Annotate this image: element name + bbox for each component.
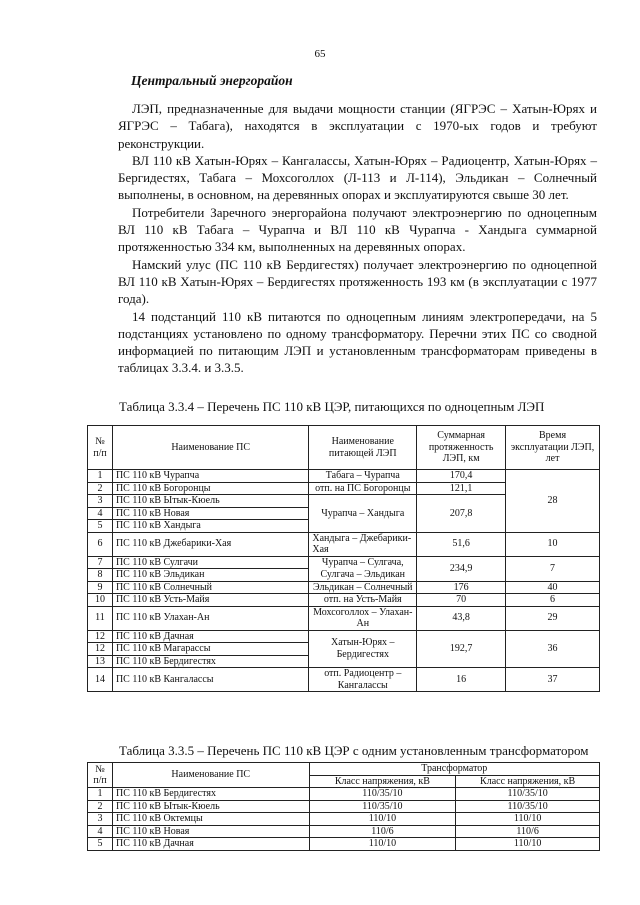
cell-name: ПС 110 кВ Бердигестях [112,655,308,668]
cell-num: 14 [88,668,113,692]
cell-years: 37 [506,668,600,692]
table-row [88,556,600,569]
cell-name: ПС 110 кВ Хандыга [112,520,308,533]
cell-num: 11 [88,606,113,630]
header-name: Наименование ПС [112,426,308,470]
header-num: № п/п [88,426,113,470]
cell-num: 2 [88,482,113,495]
table-row [88,825,600,838]
cell-num: 1 [88,788,113,801]
header-transformer: Трансформатор [309,763,599,776]
header-num: № п/п [88,763,113,788]
cell-voltage: 110/6 [456,825,600,838]
cell-num: 6 [88,532,113,556]
cell-name: ПС 110 кВ Солнечный [112,581,308,594]
table-row [88,788,600,801]
cell-length: 207,8 [417,495,506,533]
cell-name: ПС 110 кВ Ытык-Кюель [112,800,309,813]
cell-name: ПС 110 кВ Дачная [112,838,309,851]
cell-line: Хатын-Юрях – Бердигестях [309,630,417,668]
table-row [88,470,600,483]
cell-num: 4 [88,825,113,838]
cell-name: ПС 110 кВ Богоронцы [112,482,308,495]
cell-voltage: 110/10 [309,813,456,826]
cell-years: 6 [506,594,600,607]
paragraph: Намский улус (ПС 110 кВ Бердигестях) получает электроэнергию по одноцепной ВЛ 110 кВ Хатын-Юрях – Бердигестях протяженность 193 км (в эксплуатации с 1977 года). [118,256,597,307]
table-row [88,594,600,607]
cell-years: 40 [506,581,600,594]
cell-voltage: 110/6 [309,825,456,838]
cell-voltage: 110/35/10 [309,788,456,801]
cell-length: 121,1 [417,482,506,495]
paragraph: ВЛ 110 кВ Хатын-Юрях – Кангалассы, Хатын-Юрях – Радиоцентр, Хатын-Юрях – Бергидестях, Табага – Мохсоголлох (Л-113 и Л-114), Эльдикан – Солнечный выполнены, в основном, на деревянных опорах и эксплуатируются свыше 30 лет. [118,152,597,203]
cell-name: ПС 110 кВ Новая [112,825,309,838]
cell-years: 7 [506,556,600,581]
cell-line: отп. Радиоцентр – Кангалассы [309,668,417,692]
page-number: 65 [314,48,326,60]
cell-name: ПС 110 кВ Магарассы [112,643,308,656]
cell-name: ПС 110 кВ Эльдикан [112,569,308,582]
cell-name: ПС 110 кВ Усть-Майя [112,594,308,607]
cell-line: Хандыга – Джебарики-Хая [309,532,417,556]
cell-years: 10 [506,532,600,556]
cell-length: 176 [417,581,506,594]
cell-voltage: 110/35/10 [456,788,600,801]
cell-voltage: 110/10 [456,838,600,851]
cell-voltage: 110/35/10 [456,800,600,813]
header-name: Наименование ПС [112,763,309,788]
cell-years: 28 [506,470,600,533]
table-substations-single-circuit [87,425,600,692]
cell-name: ПС 110 кВ Бердигестях [112,788,309,801]
cell-name: ПС 110 кВ Октемцы [112,813,309,826]
cell-line: Эльдикан – Солнечный [309,581,417,594]
cell-num: 10 [88,594,113,607]
table-row [88,532,600,556]
cell-voltage: 110/35/10 [309,800,456,813]
cell-line: отп. на Усть-Майя [309,594,417,607]
cell-length: 192,7 [417,630,506,668]
cell-years: 29 [506,606,600,630]
cell-line: Чурапча – Хандыга [309,495,417,533]
cell-years: 36 [506,630,600,668]
cell-voltage: 110/10 [456,813,600,826]
header-length: Суммарная протяженность ЛЭП, км [417,426,506,470]
cell-num: 12 [88,643,113,656]
paragraph: 14 подстанций 110 кВ питаются по одноцепным линиям электропередачи, на 5 подстанциях установлено по одному трансформатору. Перечни этих ПС со сводной информацией по питающим ЛЭП и установленным трансформаторам приведены в таблицах 3.3.4. и 3.3.5. [118,308,597,376]
cell-num: 8 [88,569,113,582]
header-voltage-class: Класс напряжения, кВ [456,775,600,788]
cell-length: 16 [417,668,506,692]
cell-length: 170,4 [417,470,506,483]
cell-length: 43,8 [417,606,506,630]
cell-name: ПС 110 кВ Джебарики-Хая [112,532,308,556]
cell-num: 5 [88,838,113,851]
cell-name: ПС 110 кВ Дачная [112,630,308,643]
cell-name: ПС 110 кВ Улахан-Ан [112,606,308,630]
cell-line: Табага – Чурапча [309,470,417,483]
header-voltage-class: Класс напряжения, кВ [309,775,456,788]
table-row [88,581,600,594]
table-row [88,668,600,692]
cell-line: Чурапча – Сулгача, Сулгача – Эльдикан [309,556,417,581]
header-years: Время эксплуатации ЛЭП, лет [506,426,600,470]
section-heading: Центральный энергорайон [131,73,293,88]
cell-num: 2 [88,800,113,813]
cell-name: ПС 110 кВ Новая [112,507,308,520]
table-row [88,813,600,826]
cell-num: 3 [88,495,113,508]
cell-length: 234,9 [417,556,506,581]
cell-length: 51,6 [417,532,506,556]
cell-name: ПС 110 кВ Сулгачи [112,556,308,569]
cell-num: 3 [88,813,113,826]
header-line: Наименование питающей ЛЭП [309,426,417,470]
cell-line: Мохсоголлох – Улахан-Ан [309,606,417,630]
cell-length: 70 [417,594,506,607]
table-row [88,838,600,851]
cell-voltage: 110/10 [309,838,456,851]
cell-num: 7 [88,556,113,569]
table1-caption: Таблица 3.3.4 – Перечень ПС 110 кВ ЦЭР, питающихся по одноцепным ЛЭП [119,399,545,414]
cell-name: ПС 110 кВ Чурапча [112,470,308,483]
cell-num: 9 [88,581,113,594]
table-row [88,606,600,630]
body-text [118,100,597,377]
paragraph: Потребители Заречного энергорайона получают электроэнергию по одноцепным ВЛ 110 кВ Табага – Чурапча и ВЛ 110 кВ Чурапча - Хандыга суммарной протяженностью 334 км, выполненных на деревянных опорах. [118,204,597,255]
cell-num: 1 [88,470,113,483]
paragraph: ЛЭП, предназначенные для выдачи мощности станции (ЯГРЭС – Хатын-Юрях и ЯГРЭС – Табага), находятся в эксплуатации с 1970-ых годов и требуют реконструкции. [118,101,597,151]
cell-name: ПС 110 кВ Кангалассы [112,668,308,692]
cell-num: 4 [88,507,113,520]
cell-num: 5 [88,520,113,533]
cell-num: 13 [88,655,113,668]
cell-line: отп. на ПС Богоронцы [309,482,417,495]
table-row [88,800,600,813]
cell-num: 12 [88,630,113,643]
table2-caption: Таблица 3.3.5 – Перечень ПС 110 кВ ЦЭР с одним установленным трансформатором [119,743,589,758]
table-substations-single-transformer [87,762,600,851]
table-row [88,630,600,643]
cell-name: ПС 110 кВ Ытык-Кюель [112,495,308,508]
